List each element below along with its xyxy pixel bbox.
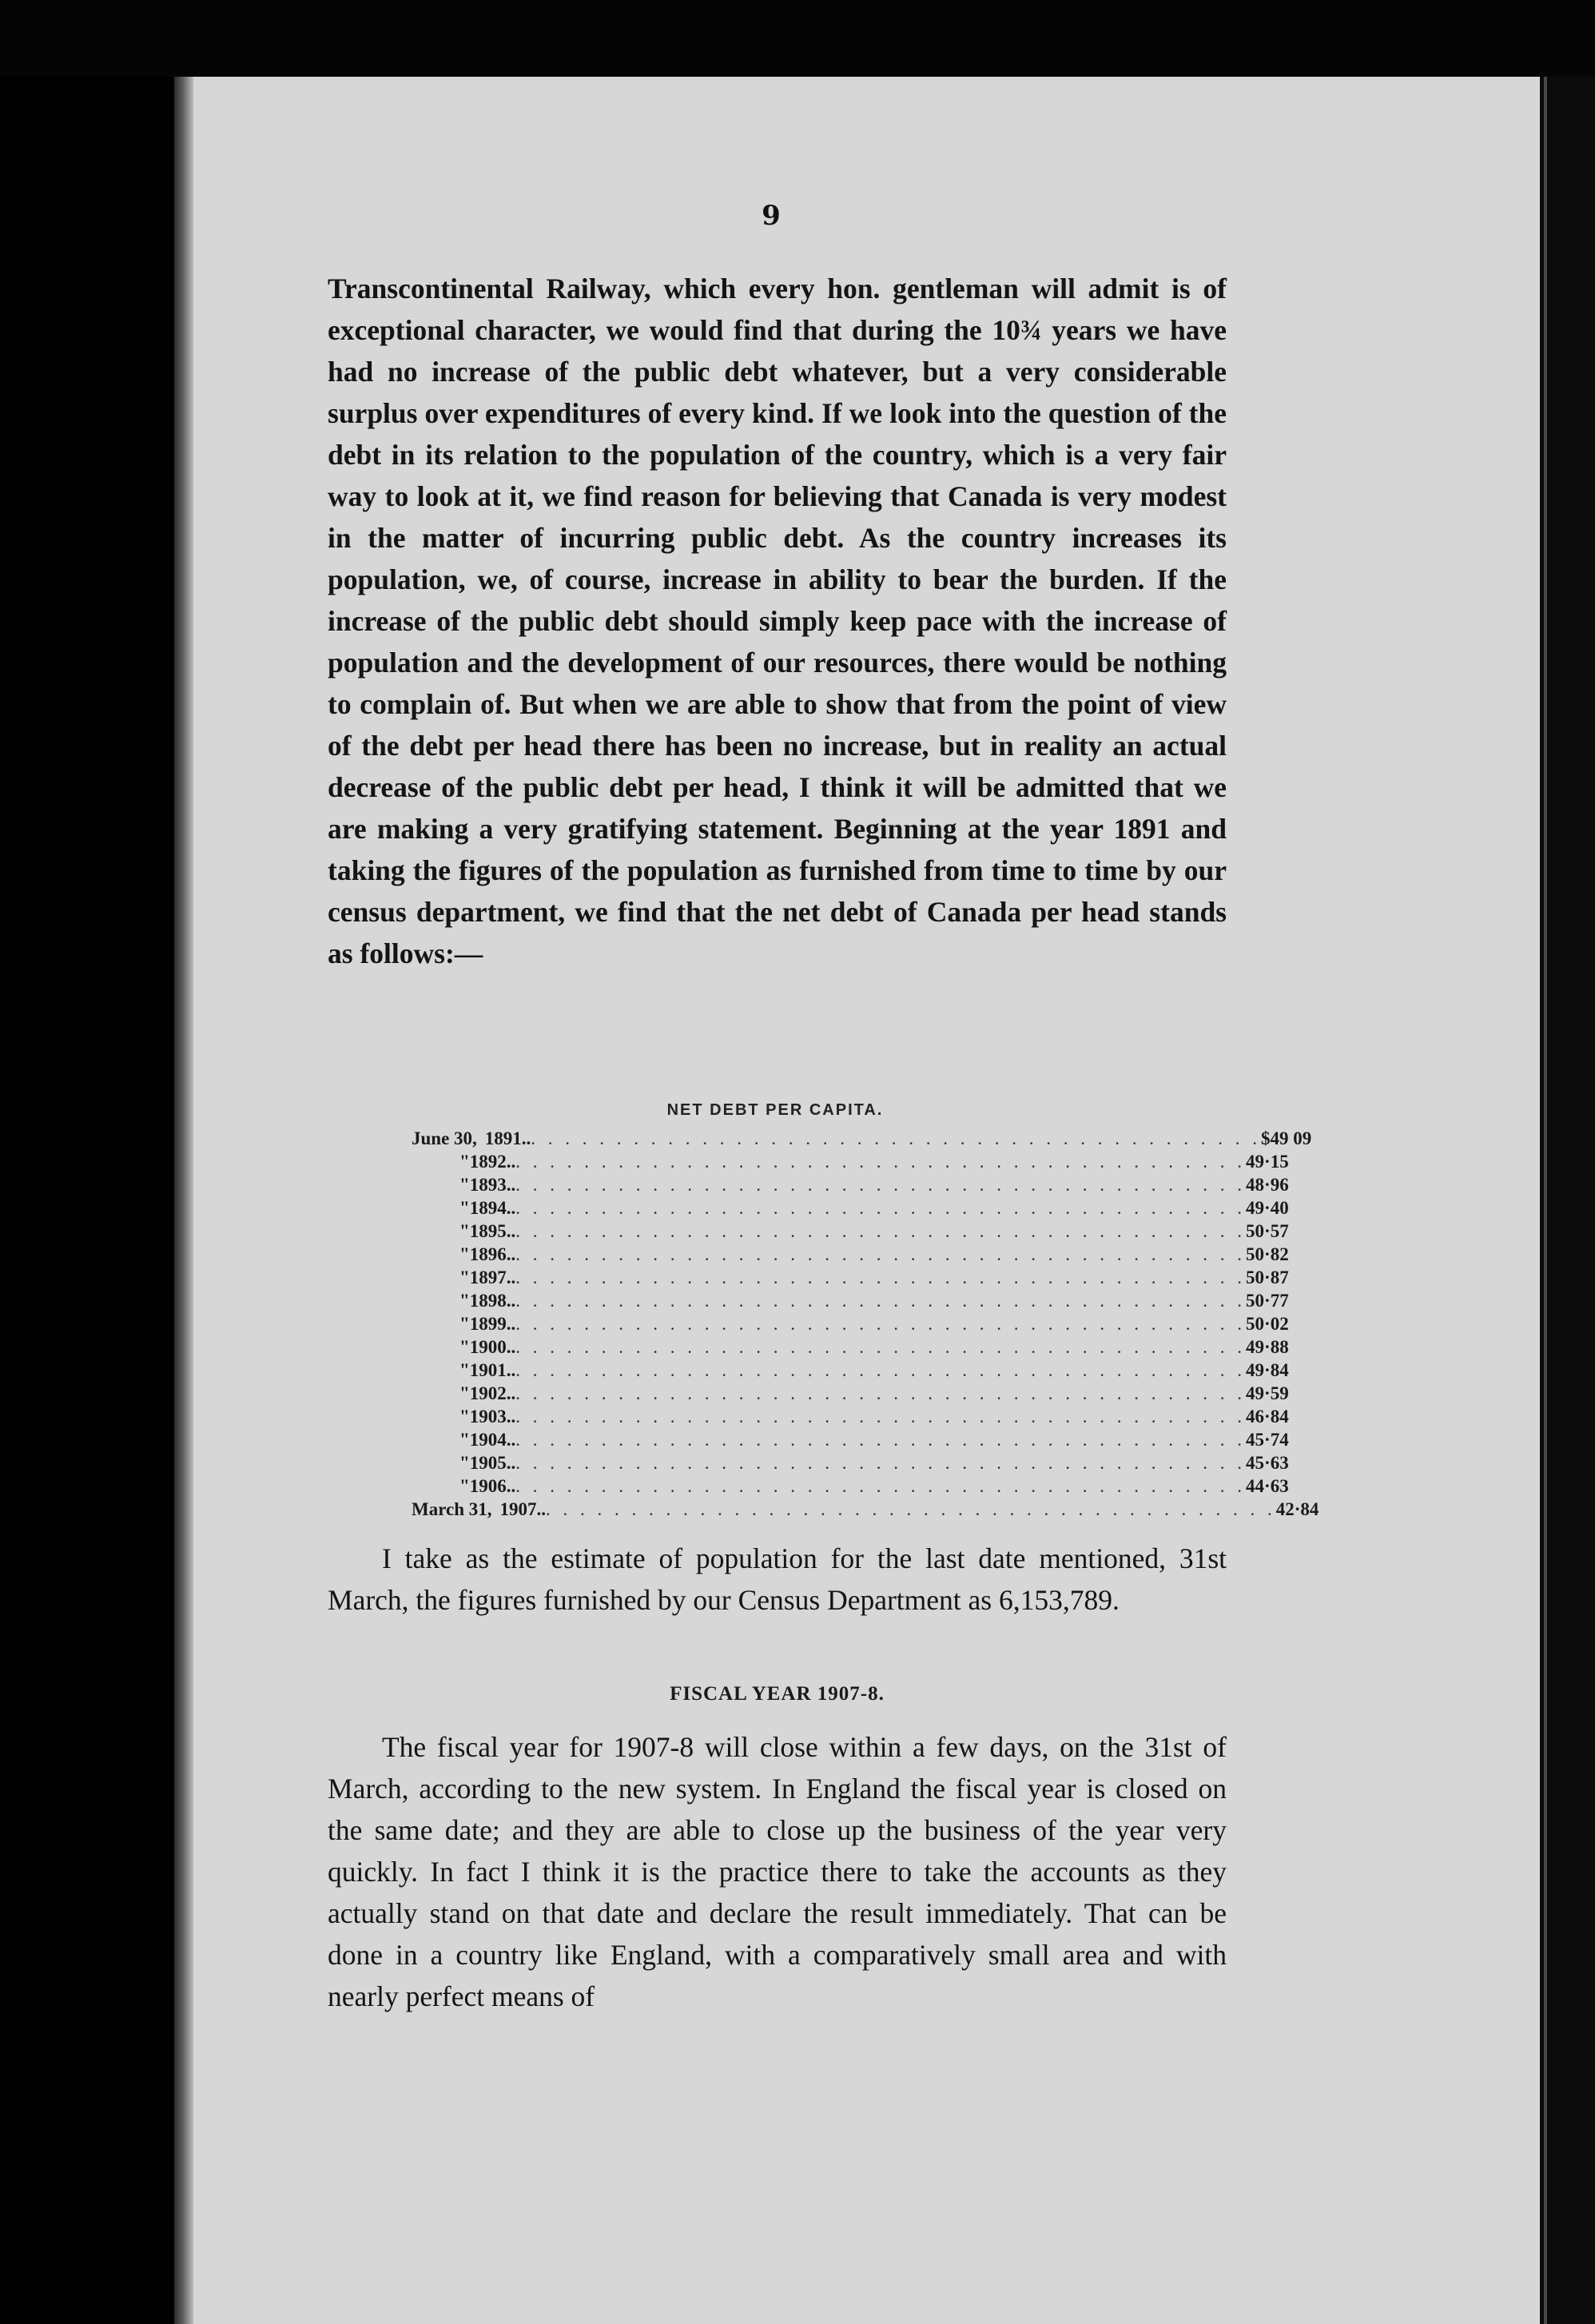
row-ditto-mark: "	[459, 1360, 470, 1380]
row-date-label: June 30,	[412, 1128, 477, 1148]
leader-dots: . . . . . . . . . . . . . . . . . . . . . . . . . . . . . . . . . . . . . . . . . . .	[515, 1360, 1247, 1380]
row-value: 46·84	[1246, 1407, 1289, 1427]
row-year: 1893..	[469, 1175, 516, 1195]
table-row	[412, 1382, 1289, 1405]
row-value: 45·63	[1246, 1453, 1289, 1473]
table-row	[412, 1359, 1289, 1382]
table-row	[412, 1428, 1289, 1451]
row-year: 1900..	[469, 1337, 516, 1357]
leader-dots: . . . . . . . . . . . . . . . . . . . . . . . . . . . . . . . . . . . . . . . . . . .	[546, 1499, 1276, 1519]
leader-dots: . . . . . . . . . . . . . . . . . . . . . . . . . . . . . . . . . . . . . . . . . . .	[531, 1128, 1262, 1148]
row-ditto-mark: "	[459, 1267, 470, 1287]
page-edge-line	[1544, 77, 1547, 2324]
row-year: 1902..	[469, 1383, 516, 1403]
table-row	[412, 1220, 1289, 1243]
leader-dots: . . . . . . . . . . . . . . . . . . . . . . . . . . . . . . . . . . . . . . . . . . .	[515, 1407, 1247, 1427]
page-spine-shadow	[174, 77, 193, 2324]
leader-dots: . . . . . . . . . . . . . . . . . . . . . . . . . . . . . . . . . . . . . . . . . . .	[515, 1291, 1247, 1311]
row-year: 1906..	[469, 1476, 516, 1496]
row-ditto-mark: "	[459, 1407, 470, 1427]
row-ditto-mark: "	[459, 1152, 470, 1172]
row-year: 1903..	[469, 1407, 516, 1427]
row-value: 50·87	[1246, 1267, 1289, 1287]
row-value: 50·77	[1246, 1291, 1289, 1311]
body-paragraph-2: I take as the estimate of population for the last date mentioned, 31st March, the figures furnished by our Census Department as 6,153,789.	[328, 1542, 1227, 1616]
leader-dots: . . . . . . . . . . . . . . . . . . . . . . . . . . . . . . . . . . . . . . . . . . .	[515, 1221, 1247, 1241]
row-ditto-mark: "	[459, 1453, 470, 1473]
leader-dots: . . . . . . . . . . . . . . . . . . . . . . . . . . . . . . . . . . . . . . . . . . .	[515, 1314, 1247, 1334]
row-value: 48·96	[1246, 1175, 1289, 1195]
table-row	[412, 1451, 1289, 1474]
row-year: 1901..	[469, 1360, 516, 1380]
row-ditto-mark: "	[459, 1314, 470, 1334]
row-ditto-mark: "	[459, 1244, 470, 1264]
table-row	[412, 1150, 1289, 1173]
leader-dots: . . . . . . . . . . . . . . . . . . . . . . . . . . . . . . . . . . . . . . . . . . .	[515, 1476, 1247, 1496]
table-row	[412, 1173, 1289, 1196]
row-value: 49·40	[1246, 1198, 1289, 1218]
body-paragraph-3: The fiscal year for 1907-8 will close within a few days, on the 31st of March, according to the new system. In England the fiscal year is closed on the same date; and they are able to close up the business of the year very quickly. In fact I think it is the practice there to take the accounts as they actually stand on that date and declare the result immediately. That can be done in a country like England, with a comparatively small area and with nearly perfect means of	[328, 1731, 1227, 2012]
body-paragraph-1: Transcontinental Railway, which every hon. gentleman will admit is of exceptional character, we would find that during the 10¾ years we have had no increase of the public debt whatever, but a very considerable surplus over expenditures of every kind. If we look into the question of the debt in its relation to the population of the country, which is a very fair way to look at it, we find reason for believing that Canada is very modest in the matter of incurring public debt. As the country increases its population, we, of course, increase in ability to bear the burden. If the increase of the public debt should simply keep pace with the increase of population and the development of our resources, there would be nothing to complain of. But when we are able to show that from the point of view of the debt per head there has been no increase, but in reality an actual decrease of the public debt per head, I think it will be admitted that we are making a very gratifying statement. Beginning at the year 1891 and taking the figures of the population as furnished from time to time by our census department, we find that the net debt of Canada per head stands as follows:—	[328, 273, 1227, 969]
row-ditto-mark: "	[459, 1175, 470, 1195]
row-year: 1904..	[469, 1430, 516, 1450]
row-value: 50·82	[1246, 1244, 1289, 1264]
row-ditto-mark: "	[459, 1221, 470, 1241]
row-ditto-mark: "	[459, 1198, 470, 1218]
leader-dots: . . . . . . . . . . . . . . . . . . . . . . . . . . . . . . . . . . . . . . . . . . .	[515, 1198, 1247, 1218]
row-value: 42·84	[1275, 1499, 1319, 1519]
row-ditto-mark: "	[459, 1383, 470, 1403]
row-year: 1895..	[469, 1221, 516, 1241]
table-row	[412, 1335, 1289, 1359]
row-year: 1894..	[469, 1198, 516, 1218]
row-value: 49·88	[1246, 1337, 1289, 1357]
table-row	[412, 1405, 1289, 1428]
row-year: 1907..	[499, 1499, 547, 1519]
table-row	[412, 1289, 1289, 1312]
leader-dots: . . . . . . . . . . . . . . . . . . . . . . . . . . . . . . . . . . . . . . . . . . .	[515, 1383, 1247, 1403]
table-row	[412, 1498, 1319, 1521]
row-value: 50·02	[1246, 1314, 1289, 1334]
leader-dots: . . . . . . . . . . . . . . . . . . . . . . . . . . . . . . . . . . . . . . . . . . .	[515, 1337, 1247, 1357]
row-year: 1891..	[484, 1128, 531, 1148]
table-row	[412, 1243, 1289, 1266]
table-row	[412, 1312, 1289, 1335]
leader-dots: . . . . . . . . . . . . . . . . . . . . . . . . . . . . . . . . . . . . . . . . . . .	[515, 1267, 1247, 1287]
table-row	[412, 1266, 1289, 1289]
table-row	[412, 1127, 1312, 1150]
row-value: $49 09	[1261, 1128, 1312, 1148]
section-heading: FISCAL YEAR 1907-8.	[670, 1683, 885, 1705]
page-number: 9	[762, 200, 781, 232]
net-debt-table	[412, 1127, 1319, 1521]
leader-dots: . . . . . . . . . . . . . . . . . . . . . . . . . . . . . . . . . . . . . . . . . . .	[515, 1152, 1247, 1172]
row-ditto-mark: "	[459, 1337, 470, 1357]
row-ditto-mark: "	[459, 1430, 470, 1450]
leader-dots: . . . . . . . . . . . . . . . . . . . . . . . . . . . . . . . . . . . . . . . . . . .	[515, 1430, 1247, 1450]
row-ditto-mark: "	[459, 1291, 470, 1311]
row-value: 50·57	[1246, 1221, 1289, 1241]
row-year: 1897..	[469, 1267, 516, 1287]
row-value: 44·63	[1246, 1476, 1289, 1496]
row-year: 1896..	[469, 1244, 516, 1264]
row-ditto-mark: "	[459, 1476, 470, 1496]
row-value: 49·15	[1246, 1152, 1289, 1172]
scan-top-border	[0, 0, 1595, 77]
row-year: 1899..	[469, 1314, 516, 1334]
leader-dots: . . . . . . . . . . . . . . . . . . . . . . . . . . . . . . . . . . . . . . . . . . .	[515, 1175, 1247, 1195]
row-year: 1892..	[469, 1152, 516, 1172]
table-row	[412, 1474, 1289, 1498]
scan-right-border	[1540, 77, 1595, 2324]
table-title: NET DEBT PER CAPITA.	[666, 1101, 884, 1119]
leader-dots: . . . . . . . . . . . . . . . . . . . . . . . . . . . . . . . . . . . . . . . . . . .	[515, 1244, 1247, 1264]
table-row	[412, 1196, 1289, 1220]
row-value: 49·84	[1246, 1360, 1289, 1380]
row-value: 45·74	[1246, 1430, 1289, 1450]
row-year: 1898..	[469, 1291, 516, 1311]
row-year: 1905..	[469, 1453, 516, 1473]
row-date-label: March 31,	[412, 1499, 492, 1519]
leader-dots: . . . . . . . . . . . . . . . . . . . . . . . . . . . . . . . . . . . . . . . . . . .	[515, 1453, 1247, 1473]
row-value: 49·59	[1246, 1383, 1289, 1403]
